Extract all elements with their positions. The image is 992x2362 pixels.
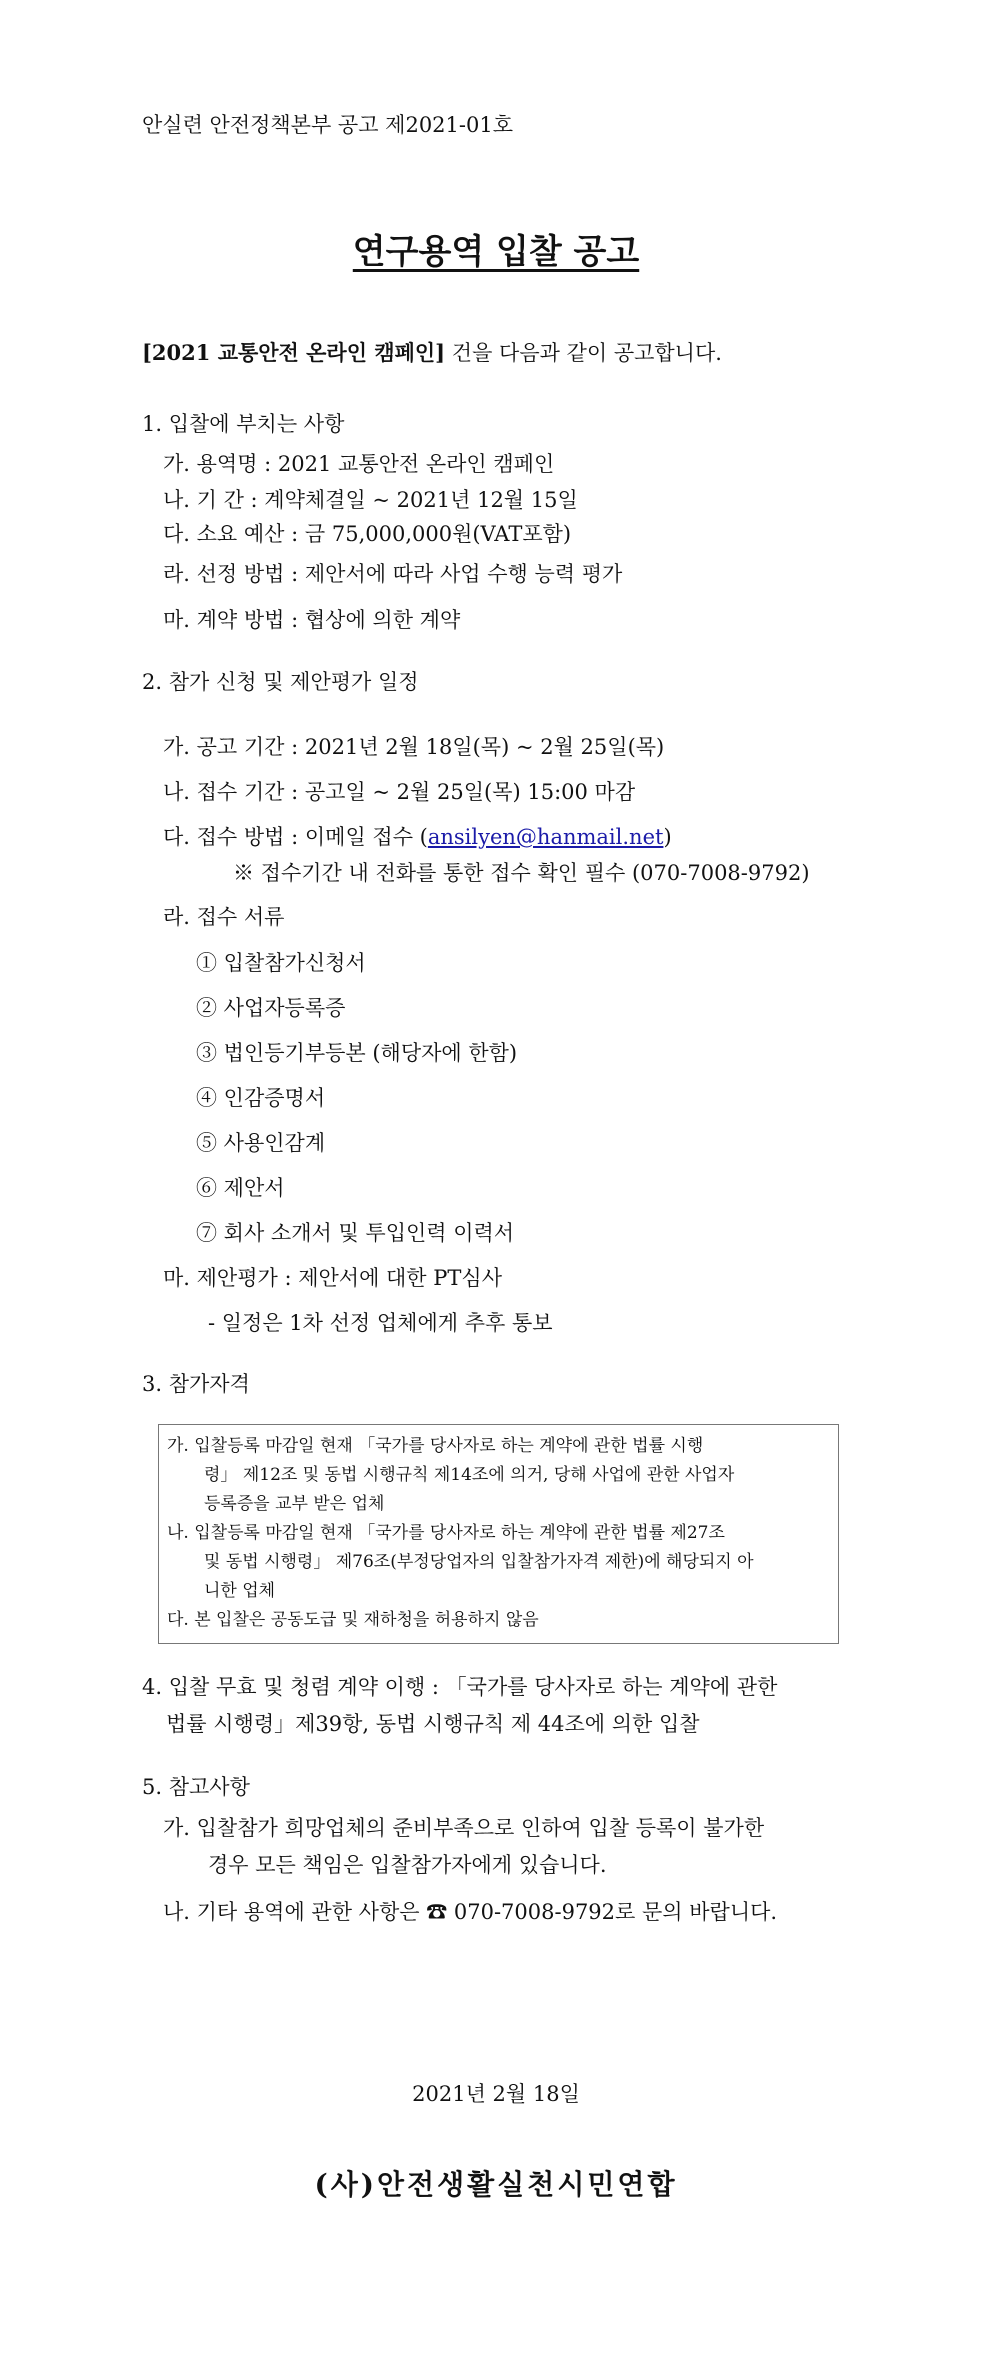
eligibility-line: 등록증을 교부 받은 업체	[204, 1494, 385, 1514]
eligibility-line: 및 동법 시행령」 제76조(부정당업자의 입찰참가자격 제한)에 해당되지 아	[204, 1552, 754, 1572]
section5-note-contact: 나. 기타 용역에 관한 사항은 ☎ 070-7008-9792로 문의 바랍니다.	[163, 1900, 778, 1924]
eligibility-line: 다. 본 입찰은 공동도급 및 재하청을 허용하지 않음	[167, 1610, 539, 1630]
page-title	[0, 232, 992, 273]
section2-evaluation: 마. 제안평가 : 제안서에 대한 PT심사	[163, 1266, 502, 1290]
section2-phone-note: ※ 접수기간 내 전화를 통한 접수 확인 필수 (070-7008-9792)	[233, 861, 810, 885]
section1-item-contract: 마. 계약 방법 : 협상에 의한 계약	[163, 608, 461, 632]
doc-item: ④ 인감증명서	[196, 1086, 326, 1110]
doc-item: ② 사업자등록증	[196, 996, 346, 1020]
doc-item: ③ 법인등기부등본 (해당자에 한함)	[196, 1041, 518, 1065]
section4-line2: 법률 시행령」제39항, 동법 시행규칙 제 44조에 의한 입찰	[166, 1712, 700, 1736]
eligibility-line: 가. 입찰등록 마감일 현재 「국가를 당사자로 하는 계약에 관한 법률 시행	[167, 1436, 704, 1456]
receipt-method-label: 다. 접수 방법 : 이메일 접수 (	[163, 825, 428, 849]
eligibility-box	[158, 1424, 839, 1644]
notice-number: 안실련 안전정책본부 공고 제2021-01호	[142, 113, 514, 137]
intro-text: 건을 다음과 같이 공고합니다.	[445, 341, 722, 365]
section1-item-selection: 라. 선정 방법 : 제안서에 따라 사업 수행 능력 평가	[163, 562, 623, 586]
doc-item: ① 입찰참가신청서	[196, 951, 366, 975]
section5-heading: 5. 참고사항	[142, 1775, 250, 1799]
section2-receipt-method	[163, 825, 672, 850]
announcement-date: 2021년 2월 18일	[412, 2082, 580, 2106]
organization-name: (사)안전생활실천시민연합	[314, 2168, 678, 2201]
section3-heading: 3. 참가자격	[142, 1372, 250, 1396]
doc-item: ⑦ 회사 소개서 및 투입인력 이력서	[196, 1221, 515, 1245]
section1-item-service-name: 가. 용역명 : 2021 교통안전 온라인 캠페인	[163, 452, 555, 476]
section5-note-line2: 경우 모든 책임은 입찰참가자에게 있습니다.	[208, 1853, 607, 1877]
page-title-text: 연구용역 입찰 공고	[352, 232, 640, 272]
eligibility-line: 나. 입찰등록 마감일 현재 「국가를 당사자로 하는 계약에 관한 법률 제27조	[167, 1523, 725, 1543]
section1-item-budget: 다. 소요 예산 : 금 75,000,000원(VAT포함)	[163, 522, 572, 546]
section2-notice-period: 가. 공고 기간 : 2021년 2월 18일(목) ~ 2월 25일(목)	[163, 735, 665, 759]
section2-receipt-period: 나. 접수 기간 : 공고일 ~ 2월 25일(목) 15:00 마감	[163, 780, 636, 804]
eligibility-line: 니한 업체	[204, 1581, 276, 1601]
email-link[interactable]: ansilyen@hanmail.net	[427, 825, 664, 849]
doc-item: ⑥ 제안서	[196, 1176, 285, 1200]
doc-item: ⑤ 사용인감계	[196, 1131, 326, 1155]
section4-line1: 4. 입찰 무효 및 청렴 계약 이행 : 「국가를 당사자로 하는 계약에 관한	[142, 1675, 778, 1699]
intro-project-name: [2021 교통안전 온라인 캠페인]	[142, 340, 446, 365]
section2-heading: 2. 참가 신청 및 제안평가 일정	[142, 670, 419, 694]
section2-evaluation-note: - 일정은 1차 선정 업체에게 추후 통보	[208, 1311, 553, 1335]
eligibility-line: 령」 제12조 및 동법 시행규칙 제14조에 의거, 당해 사업에 관한 사업자	[204, 1465, 735, 1485]
intro-line	[142, 340, 722, 366]
section1-item-period: 나. 기 간 : 계약체결일 ~ 2021년 12월 15일	[163, 488, 578, 512]
section5-note-line1: 가. 입찰참가 희망업체의 준비부족으로 인하여 입찰 등록이 불가한	[163, 1816, 765, 1840]
receipt-method-suffix: )	[663, 825, 672, 849]
section2-docs-heading: 라. 접수 서류	[163, 905, 285, 929]
section1-heading: 1. 입찰에 부치는 사항	[142, 412, 345, 436]
